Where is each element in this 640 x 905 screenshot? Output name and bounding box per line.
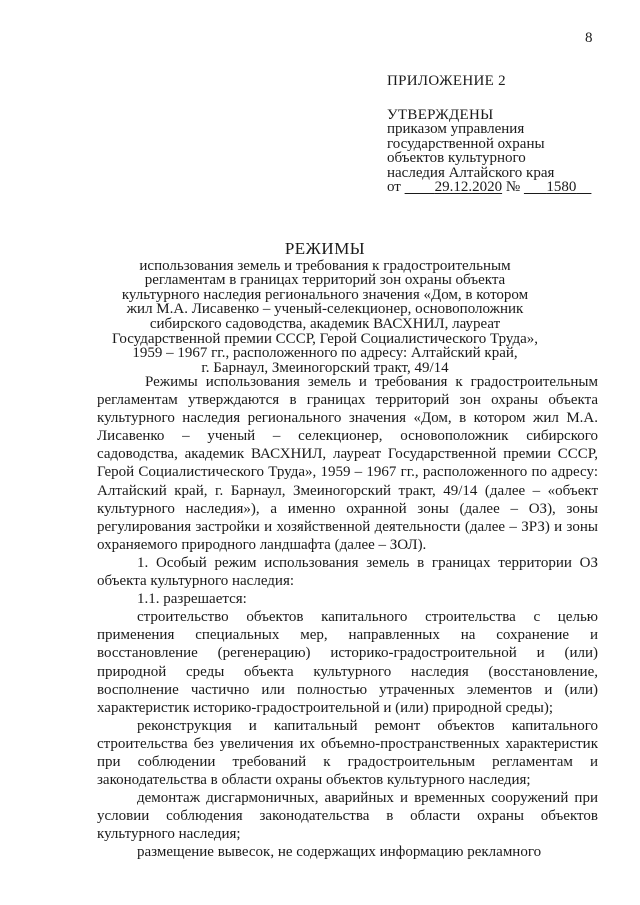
title-line: Государственной премии СССР, Герой Социалистического Труда», [111,330,539,347]
title-line: использования земель и требования к градостроительным [139,257,511,274]
appendix-label: ПРИЛОЖЕНИЕ 2 [387,73,506,89]
order-date: 29.12.2020 [434,179,503,195]
section-1: 1. Особый режим использования земель в границах территории ОЗ объекта культурного наследия: [97,554,598,590]
order-number: 1580 [546,179,577,195]
list-item: реконструкция и капитальный ремонт объектов капитального строительства без увеличения их объемно-пространственных характеристик при соблюдении требований к градостроительным регламентам и законодательства в области охраны объектов культурного наследия; [97,717,598,789]
approval-line: приказом управления [387,121,525,137]
list-item: строительство объектов капитального строительства с целью применения специальных мер, направленных на сохранение и восстановление (регенерацию) историко-градостроительной и (или) природной среды объекта культурного наследия (восстановление, восполнение частично или полностью утраченных элементов и (или) характеристик историко-градостроительной и (или) природной среды); [97,609,598,716]
title-line: г. Барнаул, Змеиногорский тракт, 49/14 [201,359,449,376]
date-prefix: от [387,179,401,195]
title-line: 1959 – 1967 гг., расположенного по адресу: Алтайский край, [132,345,518,362]
document-title: РЕЖИМЫ [284,239,366,258]
title-line: сибирского садоводства, академик ВАСХНИЛ, лауреат [149,315,501,332]
title-line: регламентам в границах территорий зон охраны объекта [144,272,506,289]
approval-block [387,74,591,195]
approved-label: УТВЕРЖДЕНЫ [387,106,494,123]
title-line: культурного наследия регионального значения «Дом, в котором [121,286,529,303]
number-sign: № [505,179,521,195]
order-date-line [387,180,591,195]
intro-paragraph: Режимы использования земель и требования к градостроительным регламентам утверждаются в границах территорий зон охраны объекта культурного наследия регионального значения «Дом, в котором жил М.А. Лисавенко – ученый – селекционер, основоположник сибирского садоводства, академик ВАСХНИЛ, лауреат Государственной премии СССР, Герой Социалистического Труда», 1959 – 1967 гг., расположенного по адресу: Алтайский край, г. Барнаул, Змеиногорский тракт, 49/14 (далее – «объект культурного наследия»), а именно охранной зоны (далее – ОЗ), зоны регулирования застройки и хозяйственной деятельности (далее – ЗРЗ) и зоны охраняемого природного ландшафта (далее – ЗОЛ). [97,374,598,553]
list-item: размещение вывесок, не содержащих информацию рекламного [137,844,542,861]
section-1-1: 1.1. разрешается: [137,591,247,608]
approval-line: объектов культурного [387,150,526,166]
title-block [100,239,550,376]
list-item: демонтаж дисгармоничных, аварийных и временных сооружений при условии соблюдения законодательства в области охраны объектов культурного наследия; [97,790,598,843]
approval-line: наследия Алтайского края [387,164,555,181]
title-line: жил М.А. Лисавенко – ученый-селекционер, основоположник [126,301,524,318]
approval-line: государственной охраны [387,135,545,152]
body-text [97,373,598,862]
page-number: 8 [585,30,593,46]
